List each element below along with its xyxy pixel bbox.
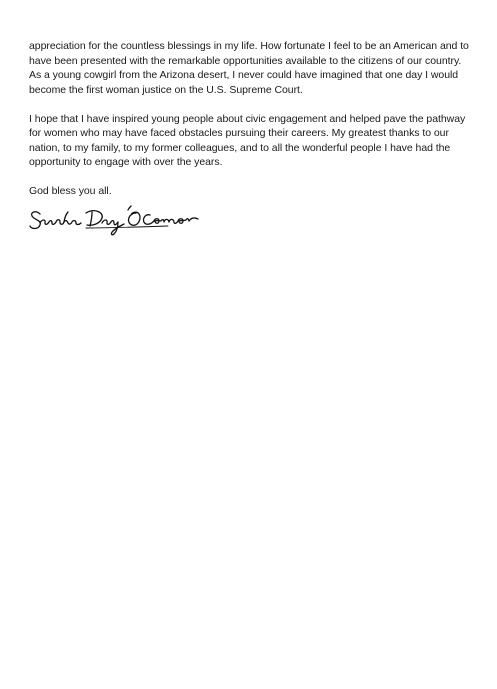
letter-paragraph-1: appreciation for the countless blessings in my life. How fortunate I feel to be an American and to have been presented with the remarkable opportunities available to the citizens of our country. As a young cowgirl from the Arizona desert, I never could have imagined that one day I would become the first woman justice on the U.S. Supreme Court. [29,40,469,96]
handwritten-signature [28,204,204,238]
letter-paragraph-2: I hope that I have inspired young people about civic engagement and helped pave the pathway for women who may have faced obstacles pursuing their careers. My greatest thanks to our nation, to my family, to my former colleagues, and to all the wonderful people I have had the opportunity to engage with over the years. [29,112,466,168]
letter-closing: God bless you all. [29,185,112,197]
letter-body [29,39,469,199]
